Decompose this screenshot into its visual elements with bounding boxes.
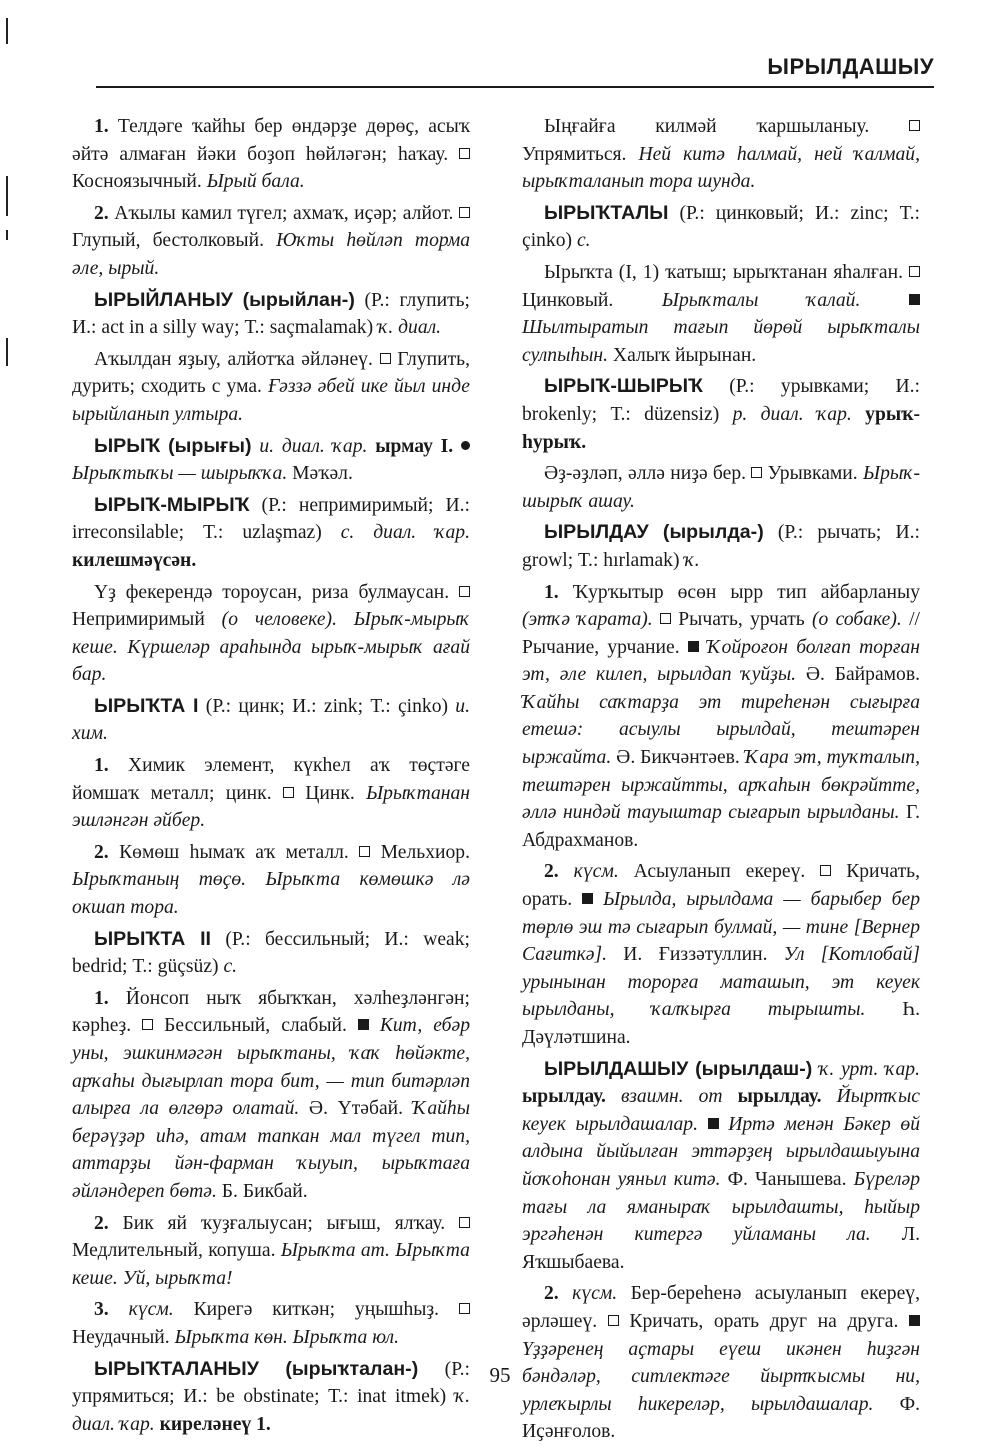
headword: ЫРЫҠТА II xyxy=(94,927,211,950)
entry-text-run xyxy=(698,1114,708,1135)
entry-text-run: Цинковый. xyxy=(522,289,662,311)
entry-text-run: Бик яй ҡуҙғалыусан; ығыш, ялҡау. xyxy=(108,1212,459,1234)
entry-head xyxy=(522,200,920,255)
russian-equivalent-marker-icon xyxy=(283,787,294,798)
entry-text-run: 2. xyxy=(94,1212,109,1234)
illustration-marker-icon xyxy=(909,1315,920,1326)
entry-text-run: Ырый бала. xyxy=(206,171,305,193)
entry-text-run: Асыуланып екереү. xyxy=(618,861,821,883)
entry-text-run: Иртә менән Бәкер өй алдына йыйылған эттәрҙең ырылдашыуына йоҡоһонан уяныл китә. xyxy=(522,1113,920,1190)
russian-equivalent-marker-icon xyxy=(660,613,671,624)
headword: ЫРЫЙЛАНЫУ xyxy=(94,288,233,311)
entry-head xyxy=(72,433,470,488)
sense-paragraph xyxy=(72,839,470,922)
entry-text-run: ҡ. урт. ҡар. xyxy=(819,1058,920,1080)
entry-text-run: Ырылда, ырылдама — барыбер бер төрлө эш тә сығарып булмай, — тине [Вернер Сағиткә]. xyxy=(522,889,920,966)
entry-text-run: Химик элемент, күкһел аҡ төҫтәге йомшаҡ металл; цинк. xyxy=(72,755,470,804)
running-head-text: ЫРЫЛДАШЫУ xyxy=(767,54,934,79)
entry-text-run: 2. xyxy=(544,861,559,883)
russian-equivalent-marker-icon xyxy=(909,120,920,131)
russian-equivalent-marker-icon xyxy=(459,1303,470,1314)
entry-text-run: 2. xyxy=(94,202,109,224)
entry-text-run: ҡ. диал. ҡар. xyxy=(72,1386,470,1435)
scan-edge-mark xyxy=(6,18,8,44)
entry-text-run: Л. Яҡшыбаева. xyxy=(522,1224,920,1273)
entry-text-run: Бессильный, слабый. xyxy=(153,1015,358,1037)
scan-edge-mark xyxy=(6,338,8,366)
russian-equivalent-marker-icon xyxy=(459,1217,470,1228)
entry-text-run: Ф. Чанышева. xyxy=(720,1168,854,1190)
entry-text-run: (Р.: бессильный; И.: weak; bedrid; Т.: güçsüz) xyxy=(72,928,470,978)
entry-text-run: Рычать, урчать xyxy=(671,609,812,631)
entry-text-run: 2. xyxy=(94,841,109,863)
entry-text-run: Глупый, бестолковый. xyxy=(72,230,277,252)
entry-text-run: Ыңғайға килмәй ҡаршыланыу. xyxy=(544,116,909,137)
entry-text-run: Көмөш һымаҡ аҡ металл. xyxy=(108,841,360,863)
entry-text-run: 1. xyxy=(544,581,559,603)
entry-text-run: Ә. Байрамов. xyxy=(796,664,920,686)
entry-text-run: Йыртҡыс кеуек ырылдашалар. xyxy=(522,1086,920,1135)
entry-text-run: ырылдау. xyxy=(522,1086,606,1108)
entry-text-run: Ҡайһы саҡтарҙа эт тиреһенән сығырға етешә: асыулы ырылдай, тештәрен ыржайта. xyxy=(522,691,920,769)
entry-text-run: Ырыҡтыҡы — шырыҡҡа. xyxy=(72,463,288,485)
sense-paragraph xyxy=(72,200,470,283)
entry-text-run: взаимн. от xyxy=(620,1086,723,1108)
entry-text-run: күсм. xyxy=(573,861,619,883)
entry-head xyxy=(72,926,470,981)
entry-text-run: Ырыҡ-шырыҡ ашау. xyxy=(522,463,920,512)
entry-text-run xyxy=(860,290,909,311)
entry-text-run: Ырыҡталы ҡалай. xyxy=(661,289,861,311)
entry-text-run: Кит, ебәр уны, эшкинмәгән ырыҡтаны, ҡаҡ һөйәкте, арҡаһы дығырлап тора бит, — тип битәрләп алырға ла өлгөрә олатай. xyxy=(72,1015,470,1120)
entry-text-run: // Рычание, урчание. xyxy=(522,609,920,658)
sense-paragraph xyxy=(522,858,920,1051)
entry-text-run: (ырылда-) xyxy=(662,521,764,544)
entry-text-run: (Р.: непримиримый; И.: irreconsilable; Т.: uzlaşmaz) xyxy=(72,494,470,544)
entry-head xyxy=(72,287,470,342)
entry-text-run: Косноязычный. xyxy=(72,171,207,193)
headword: ЫРЫҠТА I xyxy=(94,694,199,717)
entry-text-run: Глупить, дурить; сходить с ума. xyxy=(72,348,471,398)
entry-text-run: (Р.: упрямиться; И.: be obstinate; Т.: inat itmek) xyxy=(72,1358,470,1408)
illustration-marker-icon xyxy=(708,1118,719,1129)
scan-edge-mark xyxy=(6,176,8,216)
entry-text-run: Ырыҡтанан эшләнгән әйбер. xyxy=(72,782,470,832)
entry-text-run xyxy=(852,404,865,425)
entry-text-run xyxy=(649,522,663,543)
entry-text-run: урыҡ-һурыҡ. xyxy=(522,403,921,453)
entry-text-run: (ырыйлан-) xyxy=(242,288,355,311)
entry-text-run: Кирегә киткән; уңышһыҙ. xyxy=(173,1299,459,1321)
entry-text-run: Йонсоп ныҡ ябыҡҡан, хәлһеҙләнгән; кәрһеҙ. xyxy=(72,987,470,1037)
sense-paragraph xyxy=(522,460,920,515)
headword: ЫРЫҠ-МЫРЫҠ xyxy=(94,493,250,516)
entry-text-run: Шылтыратып тағып йөрөй ырыҡталы сулпыһын. xyxy=(522,317,920,366)
entry-text-run xyxy=(653,609,660,630)
entry-head xyxy=(522,1056,920,1277)
entry-text-run: (Р.: цинковый; И.: zinc; Т.: çinko) xyxy=(522,202,920,252)
sense-paragraph xyxy=(522,259,920,369)
russian-equivalent-marker-icon xyxy=(459,207,470,218)
entry-text-run: Ғәззә әбей ике йыл инде ырыйланып ултыра. xyxy=(72,376,470,425)
entry-text-run xyxy=(723,1086,738,1107)
illustration-marker-icon xyxy=(688,641,699,652)
entry-text-run: Ә. Үтәбай. xyxy=(299,1098,413,1120)
entry-text-run: Ырыҡта көн. Ырыҡта юл. xyxy=(174,1326,399,1348)
entry-text-run: Ырыҡта (I, 1) ҡатыш; ырыҡтанан яһалған. xyxy=(544,261,909,283)
entry-text-run: Аҡылы камил түгел; ахмаҡ, иҫәр; алйот. xyxy=(108,202,459,224)
left-column xyxy=(72,113,470,1442)
entry-text-run: Бүреләр тағы ла яманыраҡ ырылдашты, һыйыр эргәһенән китергә уйламаны ла. xyxy=(522,1168,920,1246)
entry-text-run: и. хим. xyxy=(72,695,470,745)
entry-text-run: (Р.: урывками; И.: brokenly; Т.: düzensiz) xyxy=(522,376,920,425)
russian-equivalent-marker-icon xyxy=(380,353,391,364)
entry-text-run: с. xyxy=(223,956,238,978)
entry-text-run xyxy=(109,1299,129,1320)
entry-text-run xyxy=(233,290,243,311)
russian-equivalent-marker-icon xyxy=(820,865,831,876)
entry-text-run: Упрямиться. xyxy=(522,143,639,165)
entry-text-run: Ҡара эт, туҡталып, тештәрен ыржайтты, арҡаһын бөкрәйтте, әллә ниндәй тауыштар сығарып ырылданы. xyxy=(522,747,920,824)
sense-paragraph xyxy=(72,113,470,196)
headword: ЫРЫҠ-ШЫРЫҠ xyxy=(544,375,703,398)
entry-text-run xyxy=(606,1086,621,1107)
entry-text-run: р. диал. ҡар. xyxy=(732,403,852,425)
entry-text-run: (Р.: цинк; И.: zink; Т.: çinko) xyxy=(198,695,456,717)
russian-equivalent-marker-icon xyxy=(359,846,370,857)
entry-text-run: Әҙ-әҙләп, әллә ниҙә бер. xyxy=(544,463,752,485)
entry-text-run: күсм. xyxy=(128,1299,174,1321)
entry-text-run: ҡ. xyxy=(684,549,700,571)
sense-paragraph xyxy=(522,579,920,855)
entry-text-run: (о человеке). Ырыҡ-мырыҡ кеше. Күршеләр араһында ырыҡ-мырыҡ ағай бар. xyxy=(72,609,470,686)
entry-text-run xyxy=(160,436,168,457)
entry-text-run: ҡ. диал. xyxy=(378,317,442,339)
phraseology-marker-icon xyxy=(461,441,470,450)
entry-text-run: И. Ғиззәтуллин. xyxy=(606,944,784,966)
entry-text-run: 1. xyxy=(94,755,109,777)
running-head xyxy=(96,54,934,88)
illustration-marker-icon xyxy=(582,893,593,904)
entry-text-run: Ҡайһы берәүҙәр иһә, атам тапкан мал түгел тип, аттарҙы йән-фарман ҡыуып, ырыҡтаға әйләндереп бөтә. xyxy=(72,1098,471,1202)
entry-text-run: и. диал. ҡар. xyxy=(259,435,368,457)
entry-text-run: (Р.: рычать; И.: growl; Т.: hırlamak) xyxy=(522,522,920,571)
headword: ЫРЫҠТАЛЫ xyxy=(544,201,669,224)
entry-text-run: Непримиримый xyxy=(72,609,222,631)
entry-text-run: Ырыҡта ат. Ырыҡта кеше. Уй, ырыҡта! xyxy=(72,1240,470,1289)
illustration-marker-icon xyxy=(358,1019,369,1030)
entry-text-run: Медлительный, копуша. xyxy=(72,1240,281,1262)
entry-text-run: (Р.: глупить; И.: act in a silly way; Т.: saçmalamak) xyxy=(72,289,471,339)
entry-text-run: Ул [Котлобай] урынынан торорға маташып, эт кеуек ырылданы, ҡалҡырға тырышты. xyxy=(522,944,921,1021)
entry-text-run: (ырығы) xyxy=(168,434,252,457)
entry-text-run: Аҡылдан яҙыу, алйотҡа әйләнеү. xyxy=(94,348,380,370)
entry-text-run: ырылдау. xyxy=(737,1086,822,1108)
entry-text-run xyxy=(822,1086,837,1107)
headword: ЫРЫЛДАШЫУ xyxy=(544,1057,689,1080)
entry-text-run: Неудачный. xyxy=(72,1326,175,1348)
entry-text-run: Һ. Дәүләтшина. xyxy=(522,999,920,1048)
russian-equivalent-marker-icon xyxy=(909,266,920,277)
entry-text-run xyxy=(559,1283,572,1304)
headword: ЫРЫЛДАУ xyxy=(544,521,649,544)
sense-paragraph xyxy=(72,752,470,835)
entry-text-run: (ырыҡталан-) xyxy=(285,1357,419,1380)
entry-text-run: Кричать, орать друг на друга. xyxy=(618,1310,909,1332)
russian-equivalent-marker-icon xyxy=(142,1019,153,1030)
entry-text-run: ырмау I. xyxy=(375,435,454,457)
sense-paragraph xyxy=(72,1296,470,1351)
entry-text-run xyxy=(453,436,461,457)
sense-paragraph xyxy=(72,985,470,1206)
entry-text-run: Г. Абдрахманов. xyxy=(522,802,920,851)
entry-text-run: Б. Бикбай. xyxy=(216,1180,308,1202)
russian-equivalent-marker-icon xyxy=(751,467,762,478)
entry-text-run: Халыҡ йырынан. xyxy=(608,344,757,366)
headword: ЫРЫҠ xyxy=(94,434,161,457)
entry-text-run: 3. xyxy=(94,1299,109,1321)
entry-text-run: Юҡты һөйләп торма әле, ырый. xyxy=(72,230,470,279)
entry-text-run: Урывками. xyxy=(762,463,863,485)
entry-text-run: күсм. xyxy=(572,1283,618,1305)
entry-text-run: с. диал. ҡар. xyxy=(340,522,470,544)
entry-text-run: 2. xyxy=(544,1283,559,1305)
entry-text-run: Ырыҡтаның төҫө. Ырыҡта көмөшкә лә окшап тора. xyxy=(72,869,470,919)
entry-text-run: Ней китә һалмай, ней ҡалмай, ырыҡталанып тора шунда. xyxy=(522,143,920,193)
page-number: 95 xyxy=(489,1363,511,1387)
entry-text-run: (о собаке). xyxy=(812,609,902,631)
sense-paragraph xyxy=(72,579,470,689)
entry-text-run: Мельхиор. xyxy=(370,841,470,863)
entry-text-run: Бер-береһенә асыуланып екереү, әрләшеү. xyxy=(522,1283,920,1332)
entry-text-run: Кричать, орать. xyxy=(522,861,920,911)
entry-text-run: Үҙҙәренең аҫтары еүеш икәнен һиҙгән бәндәләр, ситлектәге йыртҡысмы ни, урлеҡырлы һикереләр, ырылдашалар. xyxy=(522,1338,920,1415)
entry-text-run: (этҡә ҡарата). xyxy=(522,609,653,631)
entry-text-run: (ырылдаш-) xyxy=(695,1057,813,1080)
entry-text-run: Цинк. xyxy=(293,782,367,804)
entry-text-run: с. xyxy=(576,230,591,252)
sense-paragraph xyxy=(72,346,470,429)
entry-text-run: Ҡурҡытыр өсөн ырр тип айбарланыу xyxy=(558,581,920,603)
entry-text-run: Ҡойроғон болғап торған эт, әле килеп, ырылдап ҡуйҙы. xyxy=(522,636,920,686)
entry-text-run: Ф. Иҫәнғолов. xyxy=(522,1393,921,1443)
entry-text-run: киреләнеү 1. xyxy=(159,1413,271,1435)
sense-paragraph xyxy=(522,113,920,196)
sense-paragraph xyxy=(72,1210,470,1293)
entry-head xyxy=(72,693,470,748)
russian-equivalent-marker-icon xyxy=(608,1315,619,1326)
russian-equivalent-marker-icon xyxy=(459,148,470,159)
headword: ЫРЫҠТАЛАНЫУ xyxy=(94,1357,259,1380)
entry-text-run: 1. xyxy=(94,987,109,1009)
entry-text-run: Мәҡәл. xyxy=(287,463,353,485)
entry-text-run: Телдәге ҡайһы бер өндәрҙе дөрөҫ, асыҡ әйтә алмаған йәки боҙоп һөйләгән; һаҡау. xyxy=(72,116,470,165)
russian-equivalent-marker-icon xyxy=(459,586,470,597)
entry-head xyxy=(522,519,920,574)
illustration-marker-icon xyxy=(909,294,920,305)
entry-text-run: 1. xyxy=(94,116,109,137)
entry-text-run: Үҙ фекерендә тороусан, риза булмаусан. xyxy=(94,581,459,603)
entry-head xyxy=(72,492,470,575)
entry-text-run: килешмәүсән. xyxy=(72,549,197,571)
right-column xyxy=(522,113,920,1450)
entry-text-run: Ә. Бикчәнтәев. xyxy=(611,747,745,769)
scan-edge-mark xyxy=(6,230,8,240)
entry-text-run xyxy=(559,861,574,882)
entry-head xyxy=(522,373,920,456)
